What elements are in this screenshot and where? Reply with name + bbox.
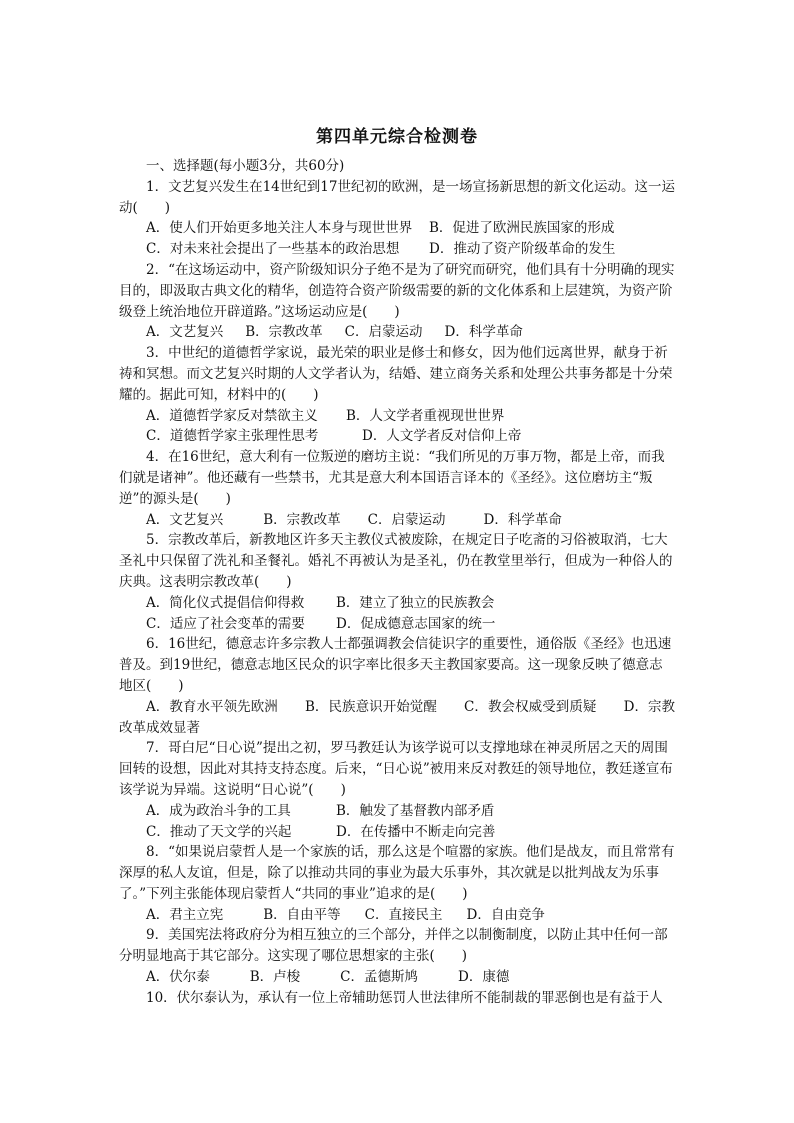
option-row [119, 801, 675, 822]
option-a[interactable]: A．君主立宪 [146, 906, 224, 923]
option-d[interactable]: D．康德 [458, 969, 510, 986]
option-row [119, 426, 675, 447]
option-b[interactable]: B．民族意识开始觉醒 [304, 698, 437, 715]
question-list [119, 156, 675, 1009]
option-row [119, 218, 675, 239]
option-row [119, 593, 675, 614]
option-a[interactable]: A．使人们开始更多地关注人本身与现世世界 [146, 220, 413, 237]
section-heading: 一、选择题(每小题3分，共60分) [146, 158, 345, 174]
question-stem: 10．伏尔泰认为，承认有一位上帝辅助惩罚人世法律所不能制裁的罪恶倒也是有益于人 [146, 989, 663, 1006]
option-b[interactable]: B．人文学者重视现世世界 [346, 407, 505, 424]
option-a[interactable]: A．道德哲学家反对禁欲主义 [146, 407, 318, 424]
option-d[interactable]: D．人文学者反对信仰上帝 [362, 428, 522, 445]
option-row [119, 822, 675, 843]
question-stem: 7．哥白尼“日心说”提出之初，罗马教廷认为该学说可以支撑地球在神灵所居之天的周围回转的设想，因此对其持支持态度。后来，“日心说”被用来反对教廷的领导地位，教廷遂宣布该学说为异端。这说明“日心说”( ) [119, 740, 673, 798]
option-c[interactable]: C．适应了社会变革的需要 [146, 615, 305, 632]
option-b[interactable]: B．自由平等 [263, 906, 341, 923]
option-b[interactable]: B．建立了独立的民族教会 [336, 594, 495, 611]
option-row [119, 239, 675, 260]
option-b[interactable]: B．促进了欧洲民族国家的形成 [429, 220, 615, 237]
option-row [119, 510, 675, 531]
option-a[interactable]: A．成为政治斗争的工具 [146, 802, 291, 819]
question-stem: 3．中世纪的道德哲学家说，最光荣的职业是修士和修女，因为他们远离世界，献身于祈祷和冥想。而文艺复兴时期的人文学者认为，结婚、建立商务关系和处理公共事务都是十分荣耀的。据此可知，材料中的( ) [119, 345, 673, 403]
option-c[interactable]: C．孟德斯鸠 [340, 969, 419, 986]
question-stem: 5．宗教改革后，新教地区许多天主教仪式被废除，在规定日子吃斋的习俗被取消，七大圣礼中只保留了洗礼和圣餐礼。婚礼不再被认为是圣礼，仍在教堂里举行，但成为一种俗人的庆典。这表明宗教改革( ) [119, 532, 673, 590]
option-b[interactable]: B．触发了基督教内部矛盾 [336, 802, 495, 819]
option-row [119, 322, 675, 343]
option-c[interactable]: C．对未来社会提出了一些基本的政治思想 [146, 241, 400, 258]
option-c[interactable]: C．直接民主 [364, 906, 443, 923]
option-b[interactable]: B．宗教改革 [263, 511, 341, 528]
question-stem: 4．在16世纪，意大利有一位叛逆的磨坊主说：“我们所见的万事万物，都是上帝，而我们就是诸神”。他还藏有一些禁书，尤其是意大利本国语言译本的《圣经》。这位磨坊主“叛逆”的源头是( ) [119, 449, 665, 507]
option-d[interactable]: D．科学革命 [444, 324, 523, 341]
option-c[interactable]: C．教会权威受到质疑 [464, 698, 597, 715]
option-d[interactable]: D．促成德意志国家的统一 [336, 615, 496, 632]
option-row [119, 905, 675, 926]
option-d[interactable]: D．科学革命 [483, 511, 562, 528]
option-row [119, 406, 675, 427]
option-a[interactable]: A．简化仪式提倡信仰得救 [146, 594, 305, 611]
option-row [119, 697, 675, 739]
option-c[interactable]: C．启蒙运动 [367, 511, 446, 528]
option-a[interactable]: A．文艺复兴 [146, 324, 224, 341]
option-c[interactable]: C．启蒙运动 [344, 324, 423, 341]
option-d[interactable]: D．宗教改革成效显著 [119, 698, 676, 736]
question-stem: 1．文艺复兴发生在14世纪到17世纪初的欧洲，是一场宣扬新思想的新文化运动。这一运动( ) [119, 178, 675, 216]
page-title: 第四单元综合检测卷 [316, 127, 478, 147]
option-d[interactable]: D．推动了资产阶级革命的发生 [429, 241, 616, 258]
option-b[interactable]: B．卢梭 [249, 969, 301, 986]
option-a[interactable]: A．文艺复兴 [146, 511, 224, 528]
option-b[interactable]: B．宗教改革 [245, 324, 323, 341]
question-stem: 8．“如果说启蒙哲人是一个家族的话，那么这是个喧嚣的家族。他们是战友，而且常常有深厚的私人友谊，但是，除了以推动共同的事业为最大乐事外，其次就是以批判战友为乐事了。”下列主张能体现启蒙哲人“共同的事业”追求的是( ) [119, 844, 675, 902]
question-stem: 2．“在这场运动中，资产阶级知识分子绝不是为了研究而研究，他们具有十分明确的现实目的，即汲取古典文化的精华，创造符合资产阶级需要的新的文化体系和上层建筑，为资产阶级登上统治地位开辟道路。”这场运动应是( ) [119, 261, 675, 320]
option-row [119, 614, 675, 635]
option-c[interactable]: C．道德哲学家主张理性思考 [146, 428, 319, 445]
option-c[interactable]: C．推动了天文学的兴起 [146, 823, 292, 840]
option-d[interactable]: D．自由竞争 [466, 906, 545, 923]
option-a[interactable]: A．伏尔泰 [146, 969, 210, 986]
question-stem: 9．美国宪法将政府分为相互独立的三个部分，并伴之以制衡制度，以防止其中任何一部分明显地高于其它部分。这实现了哪位思想家的主张( ) [119, 927, 668, 965]
option-d[interactable]: D．在传播中不断走向完善 [336, 823, 496, 840]
option-a[interactable]: A．教育水平领先欧洲 [146, 698, 278, 715]
question-stem: 6．16世纪，德意志许多宗教人士都强调教会信徒识字的重要性，通俗版《圣经》也迅速普及。到19世纪，德意志地区民众的识字率比很多天主教国家要高。这一现象反映了德意志地区( ) [119, 636, 672, 694]
option-row [119, 967, 675, 988]
